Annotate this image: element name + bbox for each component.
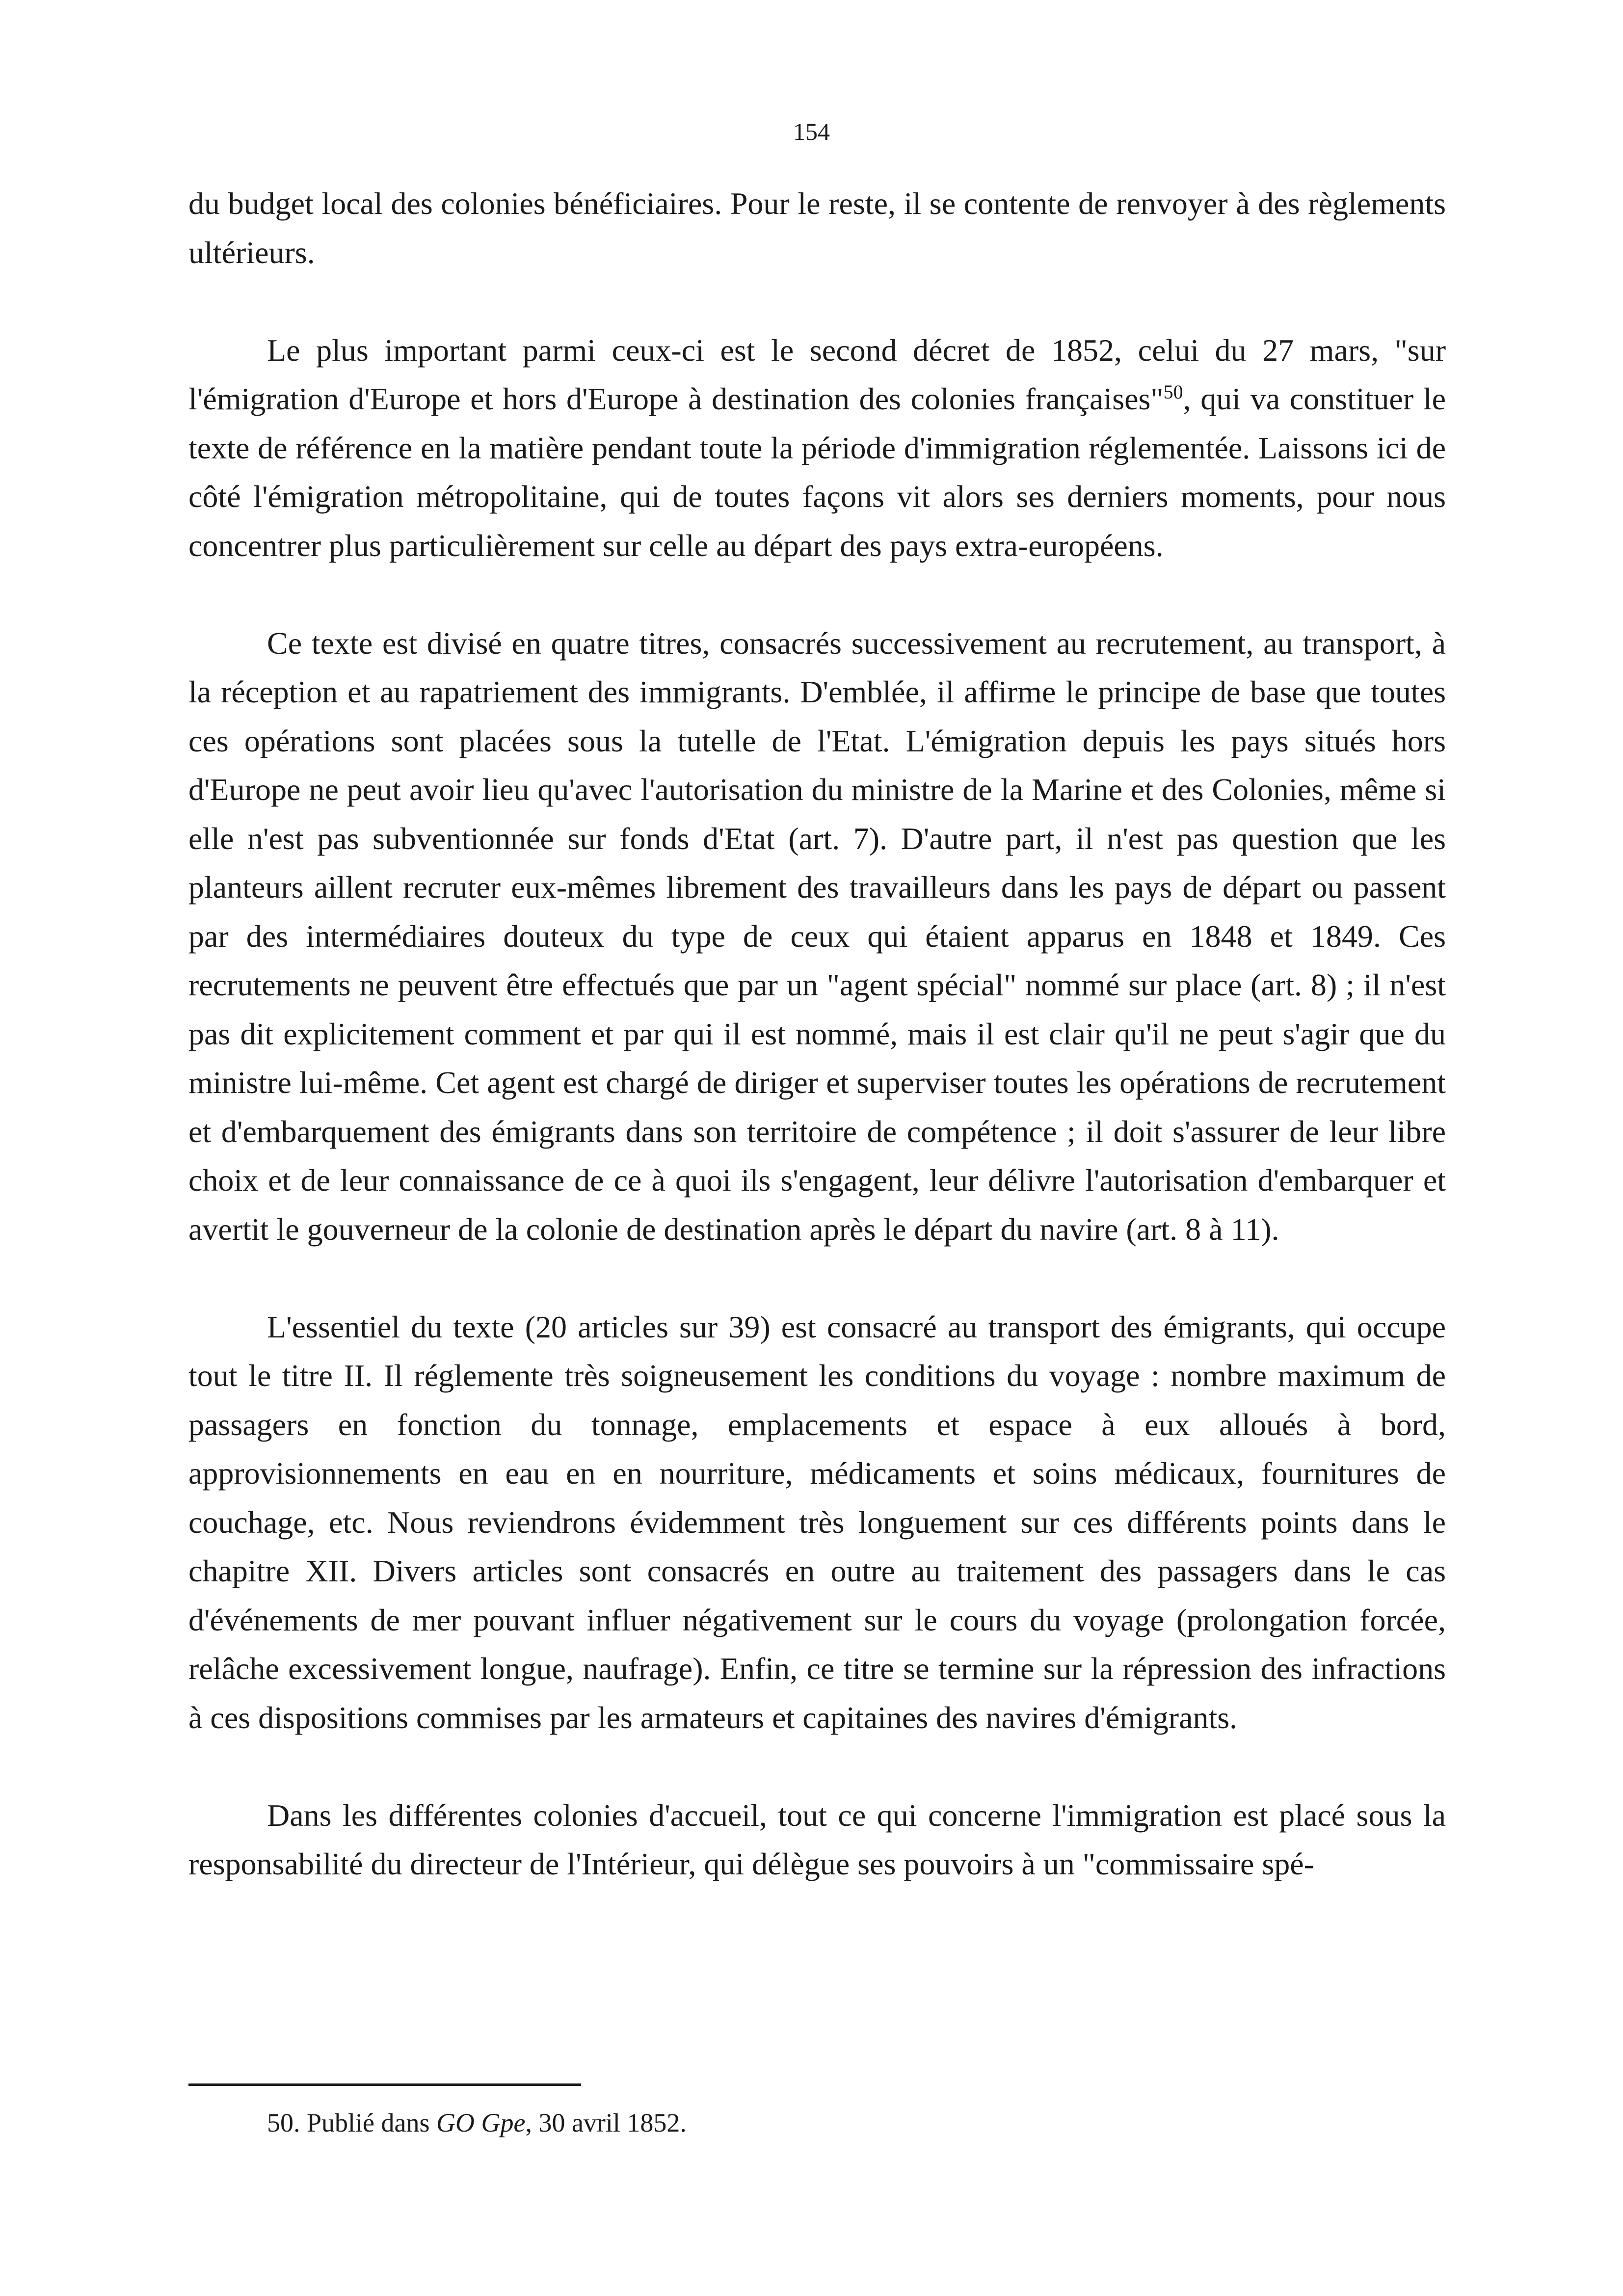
paragraph-1: du budget local des colonies bénéficiaires. Pour le reste, il se contente de renvoyer à des règlements ultérieurs. xyxy=(188,186,1446,270)
paragraph-2-text-start: Le plus important parmi ceux-ci est le second décret de 1852, celui du 27 mars, "sur l'émigration d'Europe et hors d'Europe à destination des colonies françaises" xyxy=(188,332,1446,416)
footnote-separator xyxy=(188,2083,581,2086)
paragraph-3: Ce texte est divisé en quatre titres, consacrés successivement au recrutement, au transport, à la réception et au rapatriement des immigrants. D'emblée, il affirme le principe de base que toutes ces opérations sont placées sous la tutelle de l'Etat. L'émigration depuis les pays situés hors d'Europe ne peut avoir lieu qu'avec l'autorisation du ministre de la Marine et des Colonies, même si elle n'est pas subventionnée sur fonds d'Etat (art. 7). D'autre part, il n'est pas question que les planteurs aillent recruter eux-mêmes librement des travailleurs dans les pays de départ ou passent par des intermédiaires douteux du type de ceux qui étaient apparus en 1848 et 1849. Ces recrutements ne peuvent être effectués que par un "agent spécial" nommé sur place (art. 8) ; il n'est pas dit explicitement comment et par qui il est nommé, mais il est clair qu'il ne peut s'agir que du ministre lui-même. Cet agent est chargé de diriger et superviser toutes les opérations de recrutement et d'embarquement des émigrants dans son territoire de compétence ; il doit s'assurer de leur libre choix et de leur connaissance de ce à quoi ils s'engagent, leur délivre l'autorisation d'embarquer et avertit le gouverneur de la colonie de destination après le départ du navire (art. 8 à 11). xyxy=(188,625,1446,1247)
paragraph-2-text-end: , qui va constituer le texte de référence en la matière pendant toute la période d'immigration réglementée. Laissons ici de côté l'émigration métropolitaine, qui de toutes façons vit alors ses derniers moments, pour nous concentrer plus particulièrement sur celle au départ des pays extra-européens. xyxy=(188,381,1446,563)
paragraph-5: Dans les différentes colonies d'accueil, tout ce qui concerne l'immigration est placé sous la responsabilité du directeur de l'Intérieur, qui délègue ses pouvoirs à un "commissaire spé- xyxy=(188,1797,1446,1881)
paragraph-4: L'essentiel du texte (20 articles sur 39) est consacré au transport des émigrants, qui occupe tout le titre II. Il réglemente très soigneusement les conditions du voyage : nombre maximum de passagers en fonction du tonnage, emplacements et espace à eux alloués à bord, approvisionnements en eau en en nourriture, médicaments et soins médicaux, fournitures de couchage, etc. Nous reviendrons évidemment très longuement sur ces différents points dans le chapitre XII. Divers articles sont consacrés en outre au traitement des passagers dans le cas d'événements de mer pouvant influer négativement sur le cours du voyage (prolongation forcée, relâche excessivement longue, naufrage). Enfin, ce titre se termine sur la répression des infractions à ces dispositions commises par les armateurs et capitaines des navires d'émigrants. xyxy=(188,1309,1446,1735)
body-text xyxy=(188,179,1446,1889)
footnote xyxy=(267,2106,1446,2140)
page-number: 154 xyxy=(793,118,830,145)
paragraph-2 xyxy=(188,326,1446,570)
footnote-text-end: , 30 avril 1852. xyxy=(525,2108,687,2137)
footnote-text-start: Publié dans xyxy=(307,2108,430,2137)
footnote-number: 50. xyxy=(267,2108,300,2137)
footnote-source-title: GO Gpe xyxy=(436,2108,526,2137)
footnote-reference: 50 xyxy=(1163,381,1183,403)
